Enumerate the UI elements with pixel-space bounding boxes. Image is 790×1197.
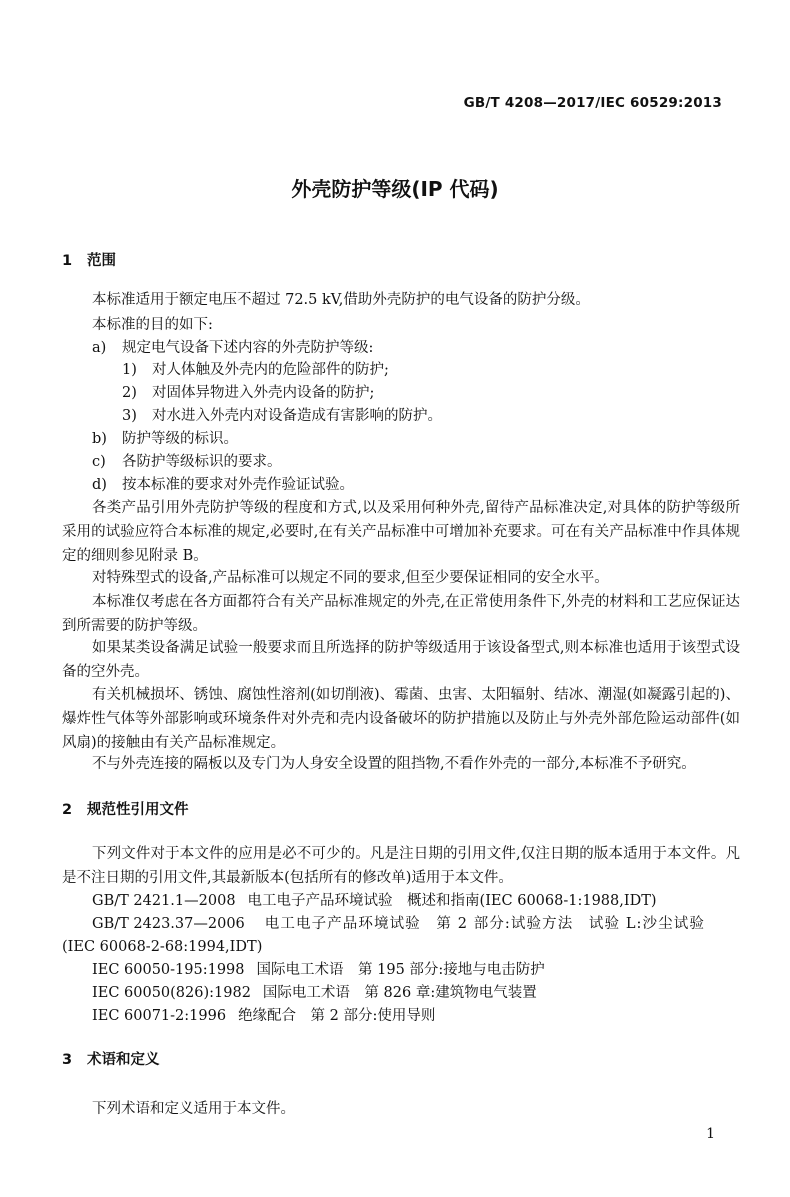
reference-4 <box>92 981 537 1005</box>
scope-paragraph-7: 有关机械损坏、锈蚀、腐蚀性溶剂(如切削液)、霉菌、虫害、太阳辐射、结冰、潮湿(如凝露引起的)、爆炸性气体等外部影响或环境条件对外壳和壳内设备破坏的防护措施以及防止与外壳外部危险运动部件(如风扇)的接触由有关产品标准规定。 <box>62 687 740 751</box>
section-title: 规范性引用文件 <box>87 802 189 818</box>
list-item-d <box>92 473 354 497</box>
terms-intro-paragraph: 下列术语和定义适用于本文件。 <box>92 1101 295 1117</box>
list-marker: 2) <box>122 385 137 401</box>
reference-3 <box>92 958 545 982</box>
scope-paragraph-4: 对特殊型式的设备,产品标准可以规定不同的要求,但至少要保证相同的安全水平。 <box>92 570 609 586</box>
list-item-a1 <box>122 358 389 382</box>
scope-paragraph-5: 本标准仅考虑在各方面都符合有关产品标准规定的外壳,在正常使用条件下,外壳的材料和工艺应保证达到所需要的防护等级。 <box>62 594 740 634</box>
section-number: 3 <box>62 1052 73 1068</box>
list-text: 规定电气设备下述内容的外壳防护等级: <box>122 340 374 356</box>
list-item-c <box>92 450 282 474</box>
reference-2 <box>92 912 705 936</box>
list-text: 对水进入外壳内对设备造成有害影响的防护。 <box>152 408 442 424</box>
page-number: 1 <box>706 1126 715 1142</box>
list-item-b <box>92 427 238 451</box>
reference-title: 电工电子产品环境试验 第 2 部分:试验方法 试验 L:沙尘试验 <box>264 916 705 932</box>
list-marker: c) <box>92 454 106 470</box>
list-item-a2 <box>122 381 374 405</box>
list-text: 对人体触及外壳内的危险部件的防护; <box>152 362 389 378</box>
reference-id: IEC 60071-2:1996 <box>92 1008 227 1024</box>
section-heading-scope <box>62 249 116 270</box>
list-text: 防护等级的标识。 <box>122 431 238 447</box>
scope-paragraph-3: 各类产品引用外壳防护等级的程度和方式,以及采用何种外壳,留待产品标准决定,对具体的防护等级所采用的试验应符合本标准的规定,必要时,在有关产品标准中可增加补充要求。可在有关产品标准中作具体规定的细则参见附录 B。 <box>62 500 740 564</box>
list-text: 按本标准的要求对外壳作验证试验。 <box>122 477 354 493</box>
section-title: 术语和定义 <box>87 1052 160 1068</box>
list-marker: 3) <box>122 408 137 424</box>
reference-id: IEC 60050-195:1998 <box>92 962 245 978</box>
list-text: 对固体异物进入外壳内设备的防护; <box>152 385 375 401</box>
section-heading-normative-references <box>62 798 189 819</box>
reference-title: 国际电工术语 第 195 部分:接地与电击防护 <box>256 962 545 978</box>
list-marker: d) <box>92 477 107 493</box>
reference-2-continuation: (IEC 60068-2-68:1994,IDT) <box>62 939 263 955</box>
scope-paragraph-6: 如果某类设备满足试验一般要求而且所选择的防护等级适用于该设备型式,则本标准也适用于该型式设备的空外壳。 <box>62 640 740 680</box>
document-title: 外壳防护等级(IP 代码) <box>291 177 499 201</box>
section-number: 2 <box>62 802 73 818</box>
list-item-a3 <box>122 404 442 428</box>
reference-id: GB/T 2421.1—2008 <box>92 893 236 909</box>
section-title: 范围 <box>87 253 116 269</box>
scope-paragraph-2: 本标准的目的如下: <box>92 317 213 333</box>
list-item-a <box>92 336 373 360</box>
section-heading-terms <box>62 1048 160 1069</box>
reference-5 <box>92 1004 435 1028</box>
scope-paragraph-8: 不与外壳连接的隔板以及专门为人身安全设置的阻挡物,不看作外壳的一部分,本标准不予研究。 <box>92 756 696 772</box>
section-number: 1 <box>62 253 73 269</box>
reference-title: 国际电工术语 第 826 章:建筑物电气装置 <box>262 985 537 1001</box>
reference-title: 电工电子产品环境试验 概述和指南(IEC 60068-1:1988,IDT) <box>247 893 657 909</box>
reference-1 <box>92 889 657 913</box>
normative-intro-paragraph: 下列文件对于本文件的应用是必不可少的。凡是注日期的引用文件,仅注日期的版本适用于本文件。凡是不注日期的引用文件,其最新版本(包括所有的修改单)适用于本文件。 <box>62 846 740 886</box>
reference-title: 绝缘配合 第 2 部分:使用导则 <box>238 1008 436 1024</box>
list-marker: 1) <box>122 362 137 378</box>
standard-id-header: GB/T 4208—2017/IEC 60529:2013 <box>463 95 722 111</box>
list-marker: a) <box>92 340 107 356</box>
list-marker: b) <box>92 431 107 447</box>
scope-paragraph-1: 本标准适用于额定电压不超过 72.5 kV,借助外壳防护的电气设备的防护分级。 <box>92 292 590 308</box>
list-text: 各防护等级标识的要求。 <box>122 454 282 470</box>
reference-id: GB/T 2423.37—2006 <box>92 916 245 932</box>
reference-id: IEC 60050(826):1982 <box>92 985 251 1001</box>
